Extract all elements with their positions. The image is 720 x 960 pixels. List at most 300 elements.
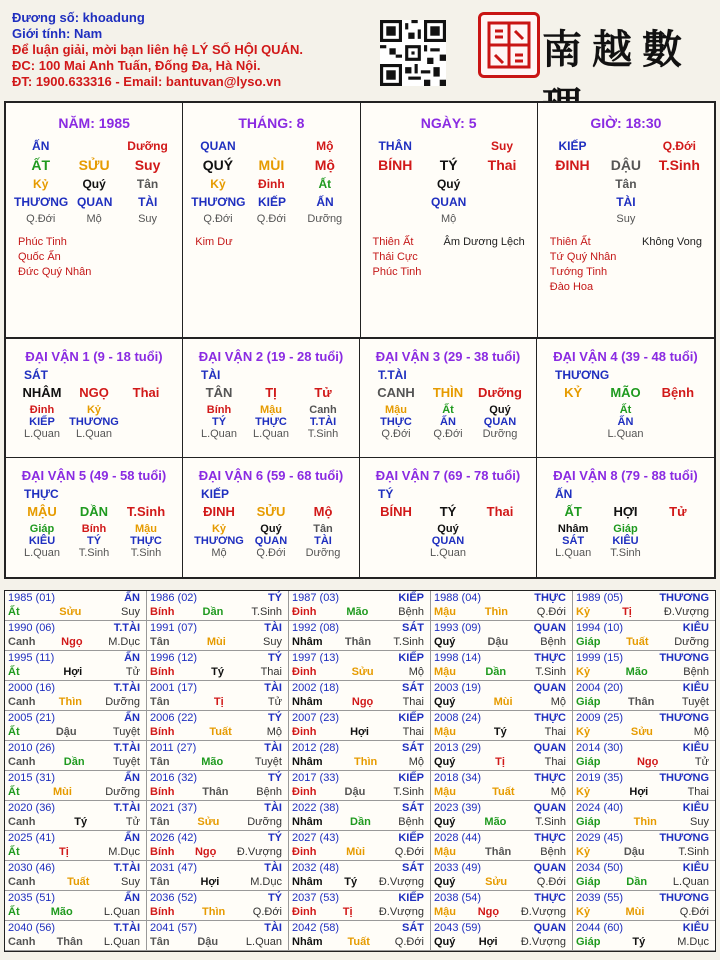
dai-van-row [6,404,182,416]
year-line-1 [431,651,572,665]
year-branch: Dần [63,756,85,768]
brand-logo [478,12,714,76]
dai-van-item: L.Quan [429,547,467,559]
pillar-row [361,177,537,191]
year-line-1 [5,921,146,935]
year-branch: Tuất [492,786,515,798]
star-row [550,250,702,265]
year-star: SÁT [402,862,424,874]
year-label: 2042 (58) [292,922,340,934]
dai-van-item: Mộ [313,504,333,519]
year-cell [573,621,715,651]
dai-van-item: Bệnh [661,385,695,400]
year-cell [573,801,715,831]
pillar-row [6,177,182,191]
year-stem: Mậu [434,786,456,798]
year-line-2 [573,875,715,889]
dai-van-top: ẤN [555,487,573,501]
dai-van-item: T.Sinh [78,547,110,559]
year-label: 2037 (53) [292,892,340,904]
year-label: 2012 (28) [292,742,340,754]
year-line-2 [573,935,715,949]
year-star: SÁT [402,622,424,634]
year-line-2 [289,845,430,859]
dai-van-cell [360,458,537,577]
year-stem: Kỷ [576,606,591,618]
year-stem: Bính [150,906,175,918]
year-label: 2011 (27) [150,742,197,754]
year-star: TÀI [264,742,282,754]
year-line-1 [289,621,430,635]
year-line-2 [289,815,430,829]
year-branch: Sửu [197,816,220,828]
dai-van-item: Đinh [29,404,55,416]
dai-van-item: L.Quan [23,428,61,440]
year-star: KIẾP [398,772,424,784]
year-star: SÁT [402,802,424,814]
year-cell [147,681,289,711]
dai-van-item: Q.Đới [433,428,463,440]
pillar-cell: Quý [436,177,461,191]
year-line-2 [147,695,288,709]
dai-van-item [547,428,599,440]
year-line-1 [573,861,715,875]
year-cell [431,771,573,801]
year-line-2 [289,635,430,649]
year-branch: Tị [342,906,353,918]
year-star: ẤN [124,832,140,844]
dai-van-item: DẦN [79,504,109,519]
year-label: 2019 (35) [576,772,624,784]
dai-van-item: Kỷ [86,404,102,416]
dai-van-item: THỰC [380,416,412,428]
dai-van-title: ĐẠI VẬN 2 (19 - 28 tuổi) [198,349,344,364]
year-branch: Dậu [55,726,77,738]
year-star: T.TÀI [113,922,140,934]
year-line-1 [573,711,715,725]
year-label: 2040 (56) [8,922,56,934]
year-label: 2020 (36) [8,802,56,814]
year-line-1 [147,681,288,695]
year-stem: Ất [8,906,20,918]
year-star: THƯƠNG [659,832,709,844]
year-cell [289,711,431,741]
year-label: 2000 (16) [8,682,56,694]
year-line-1 [573,921,715,935]
pillar-row [183,213,359,225]
dai-van-cell [360,339,537,458]
year-stem: Mậu [434,606,456,618]
dai-van-top: KIẾP [201,487,230,501]
year-star: SÁT [402,922,424,934]
dai-van-row [183,535,359,547]
year-cell [431,831,573,861]
dai-van-item: KIÊU [612,535,639,547]
year-star: TÝ [267,892,282,904]
year-branch: Hợi [629,786,649,798]
pillar-cell: BÍNH [378,157,413,173]
dai-van-item [474,523,526,535]
year-label: 2033 (49) [434,862,482,874]
pillar-column [6,103,183,337]
year-line-1 [573,651,715,665]
dai-van-row [183,547,359,559]
pillar-cell [599,139,652,153]
year-branch: Ngọ [61,636,83,648]
pillar-title: NGÀY: 5 [420,115,477,131]
year-label: 1990 (06) [8,622,56,634]
year-stage: Thai [260,666,282,678]
year-label: 2030 (46) [8,862,56,874]
pillar-row [361,139,537,153]
year-star: THƯƠNG [659,772,709,784]
year-star: THỰC [534,892,566,904]
dai-van-row [360,404,536,416]
pillar-title: THÁNG: 8 [238,115,305,131]
year-star: TÀI [264,802,282,814]
year-star: TÝ [267,652,282,664]
year-line-2 [5,785,146,799]
year-stage: T.Sinh [678,846,709,858]
year-stage: Mộ [266,726,282,738]
year-cell [573,861,715,891]
star-name: Thiên Ất [549,236,591,248]
yearly-table [4,590,716,952]
year-cell [289,651,431,681]
dai-van-title: ĐẠI VẬN 7 (69 - 78 tuổi) [375,468,521,483]
dai-van-item: QUAN [254,535,288,547]
year-line-2 [147,905,288,919]
year-line-2 [5,695,146,709]
dai-van-row [537,523,714,535]
pillar-cell: KIẾP [558,139,587,153]
pillar-row [6,139,182,153]
year-cell [431,711,573,741]
year-label: 1994 (10) [576,622,624,634]
dai-van-row [537,404,714,416]
year-label: 1988 (04) [434,592,482,604]
dai-van-item: Dưỡng [478,385,522,400]
dai-van-item: KỶ [564,385,583,400]
dai-van-item: Quý [260,523,282,535]
year-stage: Suy [121,876,140,888]
year-star: KIÊU [682,922,709,934]
year-stage: Tuyệt [254,756,282,768]
year-cell [147,861,289,891]
year-branch: Mùi [493,696,513,708]
year-stem: Nhâm [292,816,323,828]
year-line-1 [5,681,146,695]
dai-van-item: Bính [206,404,232,416]
dai-van-cell [183,458,360,577]
dai-van-item [652,416,704,428]
year-line-1 [289,651,430,665]
year-branch: Tuất [209,726,232,738]
dai-van-item: Ất [619,404,632,416]
year-stem: Kỷ [576,666,591,678]
year-stem: Canh [8,816,36,828]
year-stem: Tân [150,876,170,888]
year-stage: Đ.Vượng [663,606,709,618]
dai-van-item: TÝ [86,535,102,547]
year-star: TÝ [267,592,282,604]
year-branch: Tý [344,876,358,888]
year-star: KIẾP [398,892,424,904]
dai-van-item: THỰC [130,535,162,547]
dai-van-item [547,404,599,416]
year-line-1 [289,801,430,815]
year-label: 2001 (17) [150,682,198,694]
year-line-1 [431,711,572,725]
pillar-cell [653,213,706,225]
year-star: ẤN [124,652,140,664]
year-branch: Mùi [52,786,72,798]
dai-van-row [360,523,536,535]
year-star: THỰC [534,592,566,604]
gender-label: Giới tính: [12,26,71,41]
dai-van-item: Mậu [135,523,157,535]
dai-van-row [183,385,359,400]
year-stem: Đinh [292,726,317,738]
year-stage: Dưỡng [105,786,140,798]
dai-van-row [6,416,182,428]
year-line-1 [431,591,572,605]
pillar-cell: Dưỡng [127,139,168,153]
year-star: QUAN [533,682,566,694]
year-stage: Thai [687,786,709,798]
star-extra: Âm Dương Lệch [443,236,525,248]
dai-van-item: Tân [313,523,333,535]
year-stage: Tuyệt [112,756,140,768]
year-branch: Tị [213,696,224,708]
year-line-1 [147,861,288,875]
pillar-title: NĂM: 1985 [58,115,130,131]
year-stage: Mộ [408,666,424,678]
year-branch: Thân [485,846,512,858]
pillar-row [361,213,537,225]
year-line-2 [431,605,572,619]
dai-van-item: THƯƠNG [69,416,119,428]
dai-van-title: ĐẠI VẬN 8 (79 - 88 tuổi) [553,468,698,483]
dai-van-item: TÝ [211,416,227,428]
pillar-cell: QUAN [200,139,236,153]
year-label: 2035 (51) [8,892,56,904]
star-row [550,280,702,295]
year-stage: Thai [544,756,566,768]
year-star: ẤN [124,592,140,604]
dai-van-row [183,504,359,519]
year-cell [5,921,147,951]
year-line-1 [147,741,288,755]
pillar-cell [475,213,528,225]
star-row [373,235,525,250]
year-line-2 [5,935,146,949]
dai-van-item: L.Quan [23,547,61,559]
year-branch: Tị [622,606,632,618]
pillar-cell: DẬU [610,157,642,173]
year-line-1 [147,831,288,845]
year-line-2 [147,605,288,619]
dai-van-item [652,404,704,416]
dai-van-cell [6,458,183,577]
dai-van-item: SÁT [562,535,585,547]
year-stem: Bính [150,846,175,858]
pillar-cell: Tân [136,177,159,191]
year-stem: Giáp [576,936,601,948]
dai-van-row [183,428,359,440]
year-branch: Tý [632,936,646,948]
year-stage: Q.Đới [394,936,424,948]
dai-van-item: Giáp [29,523,55,535]
year-stem: Ất [8,606,20,618]
year-branch: Sửu [485,876,508,888]
year-label: 2028 (44) [434,832,482,844]
dai-van-item: Mậu [385,404,407,416]
pillar-column [183,103,360,337]
dai-van-item [370,547,422,559]
year-stem: Quý [434,876,456,888]
year-stem: Nhâm [292,696,323,708]
dai-van-item: T.Sinh [130,547,162,559]
year-label: 2017 (33) [292,772,340,784]
year-cell [5,651,147,681]
year-line-1 [147,651,288,665]
year-stage: T.Sinh [535,666,566,678]
year-line-2 [431,785,572,799]
year-stage: L.Quan [103,906,140,918]
dai-van-row [360,547,536,559]
pillar-row [538,213,714,225]
star-name: Thái Cực [372,251,418,263]
year-line-2 [5,845,146,859]
year-label: 1986 (02) [150,592,198,604]
dai-van-item [370,523,422,535]
year-stem: Canh [8,756,36,768]
year-label: 2026 (42) [150,832,198,844]
star-name: Phúc Tinh [18,236,67,248]
year-cell [573,891,715,921]
year-cell [147,921,289,951]
year-star: THỰC [534,772,566,784]
year-cell [147,801,289,831]
year-stem: Kỷ [576,786,591,798]
year-line-2 [289,725,430,739]
year-branch: Ngọ [194,846,217,858]
dai-van-item: MÃO [610,385,641,400]
year-stage: Bệnh [398,816,424,828]
year-label: 2029 (45) [576,832,624,844]
year-label: 2023 (39) [434,802,482,814]
year-line-2 [147,755,288,769]
year-line-1 [573,741,715,755]
dai-van-row [360,535,536,547]
dai-van-row [360,385,536,400]
year-label: 2008 (24) [434,712,482,724]
year-line-1 [573,831,715,845]
dai-van-item: T.Sinh [610,547,641,559]
year-line-2 [289,695,430,709]
year-star: KIÊU [682,862,709,874]
year-branch: Tị [495,756,505,768]
pillar-cell: Quý [82,177,106,191]
year-line-1 [431,921,572,935]
year-cell [5,891,147,921]
year-line-1 [289,831,430,845]
year-label: 1991 (07) [150,622,198,634]
year-cell [289,741,431,771]
year-label: 1999 (15) [576,652,624,664]
year-star: KIẾP [398,832,424,844]
pillar-cell: TÝ [439,157,458,173]
year-line-1 [431,801,572,815]
year-stage: L.Quan [672,876,709,888]
dai-van-cell [537,339,714,458]
year-stem: Kỷ [576,846,591,858]
year-line-1 [431,621,572,635]
year-stage: Thai [402,726,424,738]
dai-van-item: Nhâm [557,523,589,535]
dai-van-item: THƯƠNG [194,535,244,547]
pillar-cell [546,213,599,225]
year-stage: M.Dục [250,876,282,888]
pillar-cell [369,195,422,209]
year-stem: Nhâm [292,936,323,948]
year-line-2 [431,875,572,889]
year-line-1 [289,591,430,605]
year-label: 2025 (41) [8,832,56,844]
year-branch: Tý [74,816,88,828]
year-cell [431,591,573,621]
year-branch: Thân [344,636,372,648]
year-line-2 [147,935,288,949]
year-stem: Bính [150,786,175,798]
year-stem: Canh [8,696,36,708]
year-cell [573,921,715,951]
pillar-cell: THƯƠNG [191,195,246,209]
year-label: 2004 (20) [576,682,624,694]
year-line-1 [147,771,288,785]
year-star: THƯƠNG [659,892,709,904]
pillar-cell: THÂN [378,139,412,153]
year-line-2 [573,845,715,859]
pillar-cell: Q.Đới [256,213,286,225]
year-cell [573,651,715,681]
dai-van-item: L.Quan [607,428,644,440]
pillar-cell [546,177,599,191]
year-line-2 [431,905,572,919]
year-branch: Ngọ [351,696,374,708]
year-line-2 [5,635,146,649]
dai-van-item [120,416,172,428]
year-stage: Suy [690,816,709,828]
dai-van-item: NGỌ [79,385,109,400]
pillar-cell: ẤT [31,157,51,173]
dai-van-item [652,428,704,440]
year-label: 1989 (05) [576,592,624,604]
year-stage: Bệnh [540,636,566,648]
year-line-2 [431,695,572,709]
dai-van-top: THƯƠNG [555,368,610,382]
star-list [6,235,182,280]
year-stem: Đinh [292,666,317,678]
year-branch: Hợi [200,876,220,888]
year-cell [431,861,573,891]
year-line-1 [147,711,288,725]
pillar-cell: Suy [616,213,636,225]
year-line-1 [5,801,146,815]
year-label: 2005 (21) [8,712,56,724]
year-star: TÀI [264,922,282,934]
